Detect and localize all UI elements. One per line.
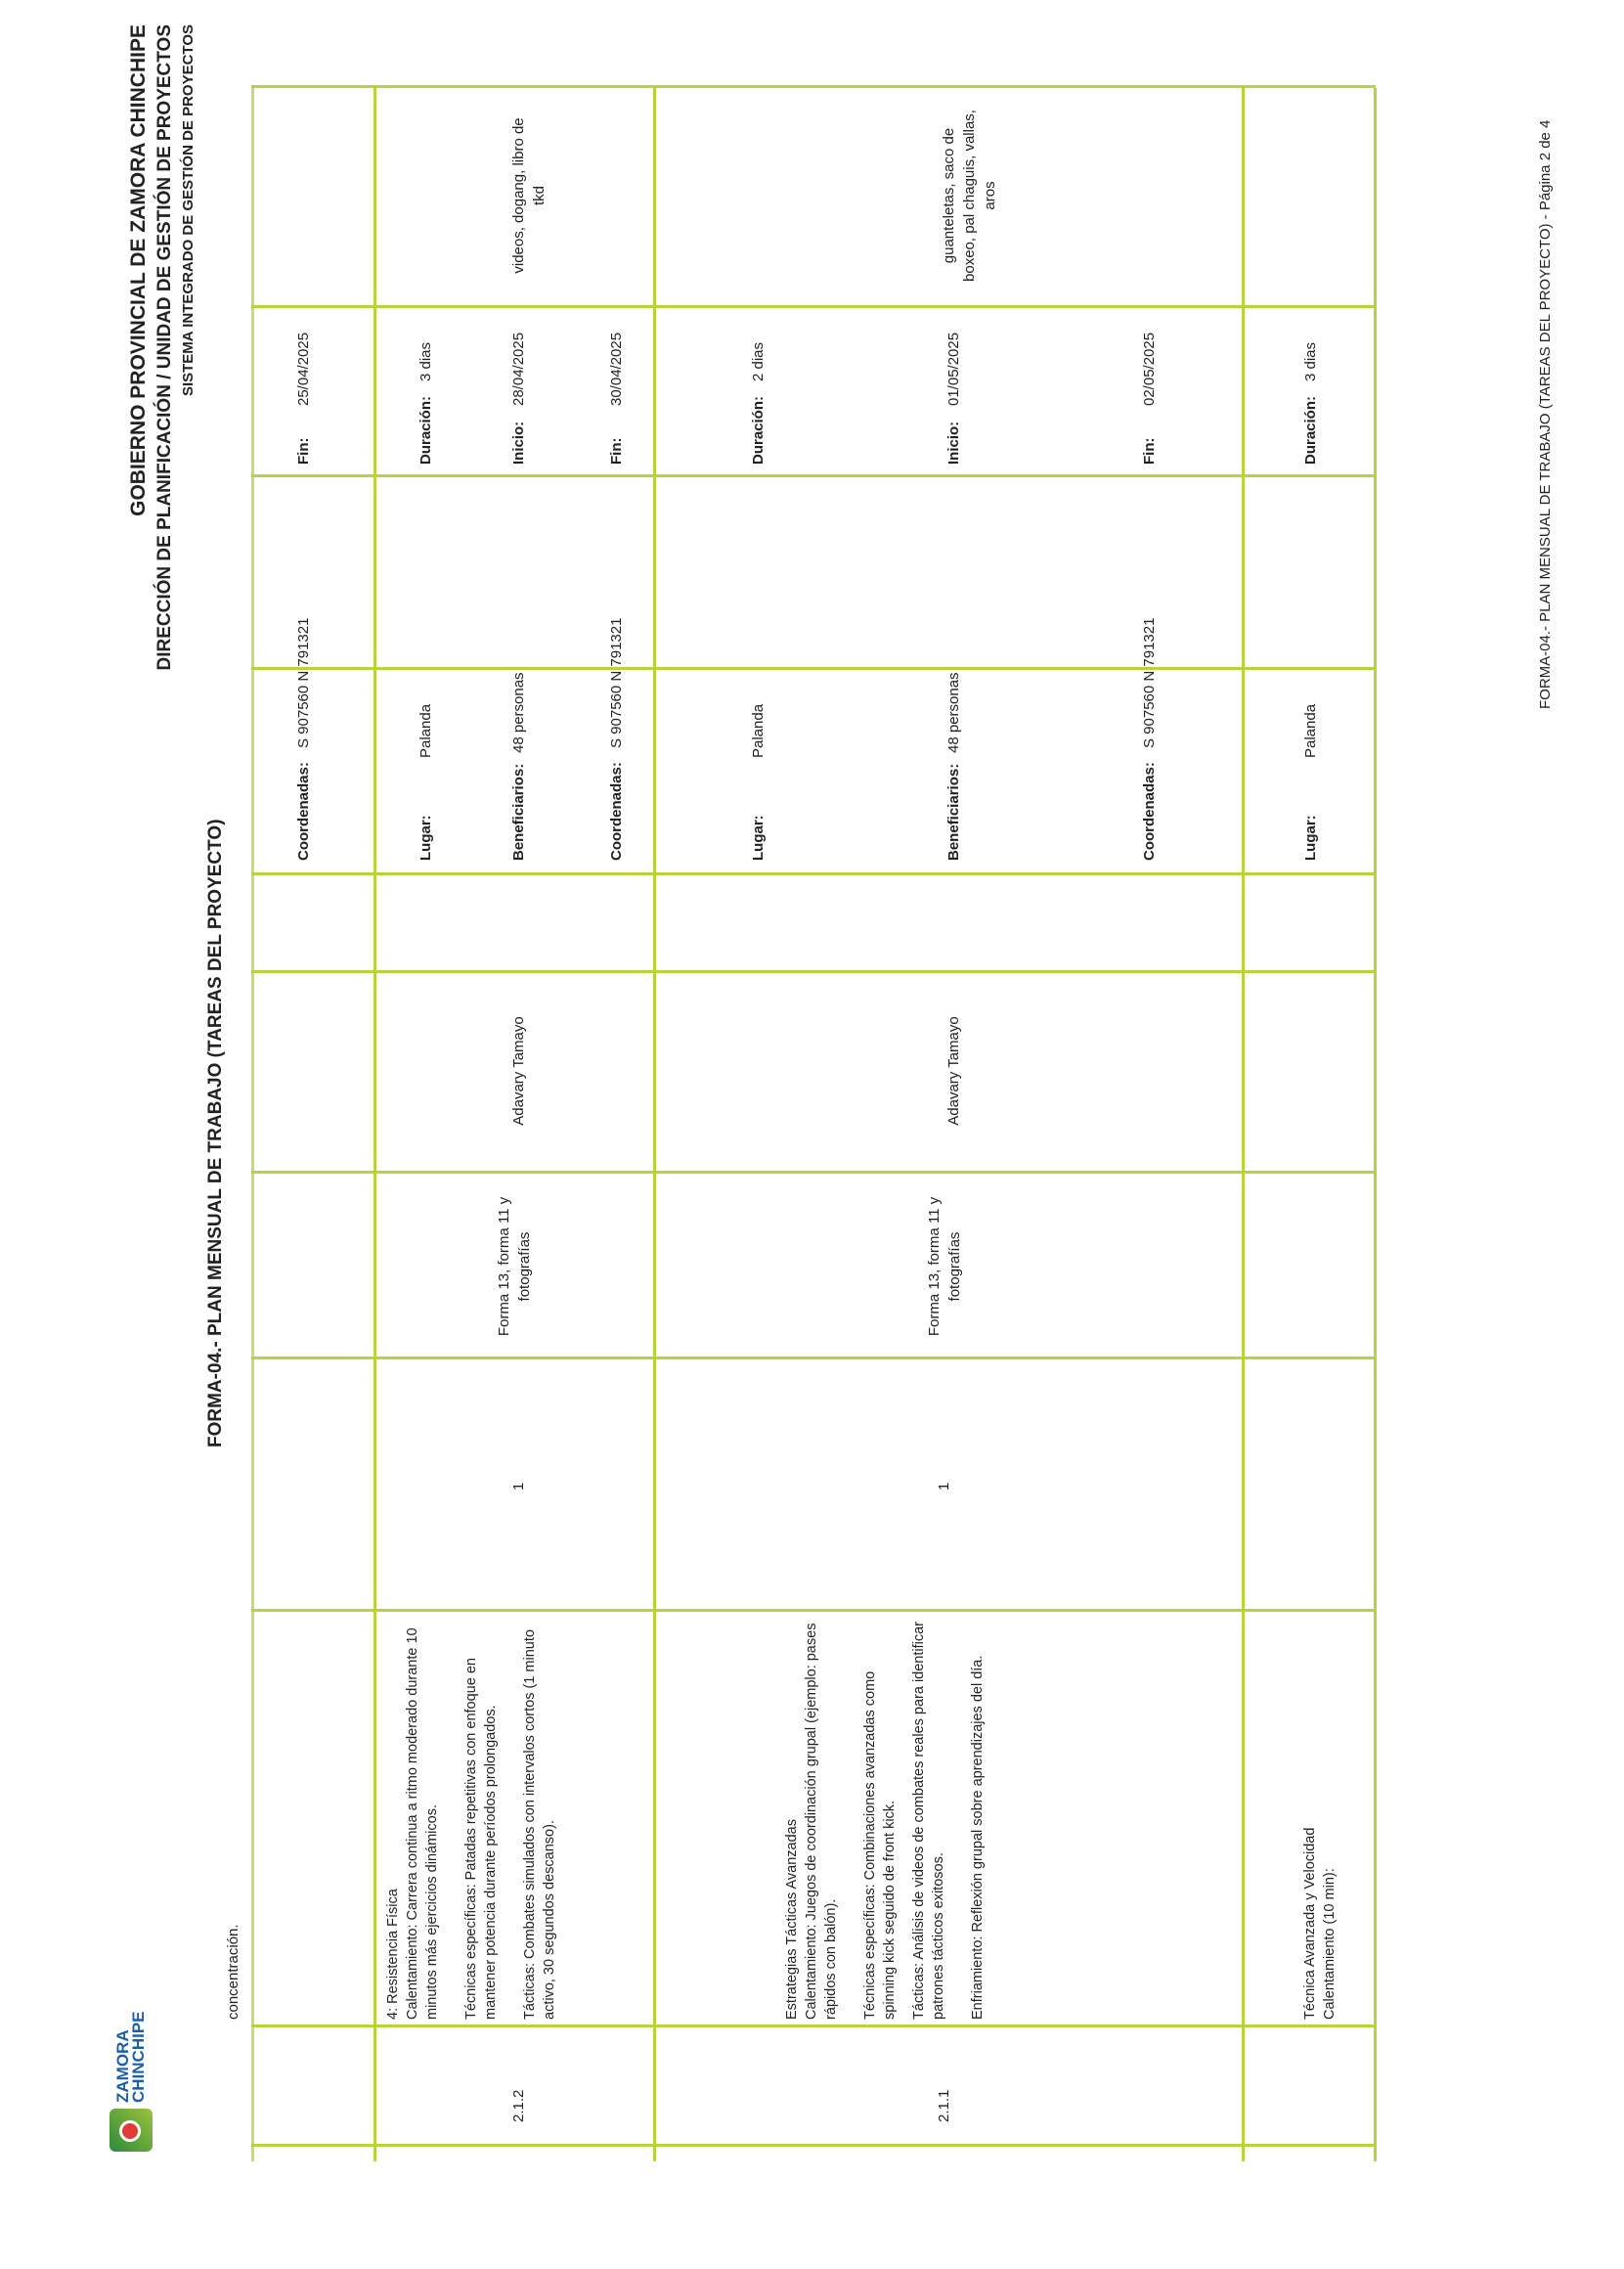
logo-line2: CHINCHIPE (129, 2011, 148, 2103)
label-duracion: Duración: (750, 395, 767, 465)
row-2-desc-line: Calentamiento: Juegos de coordinación grupal (ejemplo: pases rápidos con balón). (804, 1623, 839, 2020)
header-system: SISTEMA INTEGRADO DE GESTIÓN DE PROYECTOS (180, 24, 197, 397)
row-1-resources: videos, dogang, libro de tkd (510, 117, 548, 274)
grid-line (251, 305, 1376, 308)
row-1-beneficiarios: 48 personas (510, 672, 527, 753)
row-1-desc-line: 4: Resistencia Física (385, 1889, 401, 2020)
row-1-duracion: 3 dias (417, 341, 434, 381)
row-2-responsible: Adavary Tamayo (945, 1016, 962, 1126)
row-1-desc-line: Tácticas: Combates simulados con intervalos cortos (1 minuto activo, 30 segundos descanso). (522, 1629, 557, 2020)
form-title: FORMA-04.- PLAN MENSUAL DE TRABAJO (TAREAS DEL PROYECTO) (205, 819, 226, 1447)
row-3-lugar: Palanda (1302, 703, 1319, 758)
row-3-desc-line: Calentamiento (10 min): (1322, 1868, 1338, 2020)
label-fin: Fin: (608, 437, 625, 465)
row-2-quantity: 1 (936, 1482, 952, 1491)
label-fin: Fin: (1141, 437, 1158, 465)
grid-line (653, 88, 656, 2161)
grid-line (251, 970, 1376, 973)
row-1-fin: 30/04/2025 (608, 332, 625, 406)
row-2-lugar: Palanda (750, 703, 767, 758)
row-3-desc (1300, 1619, 1339, 2020)
grid-line (251, 2024, 1376, 2027)
label-duracion: Duración: (417, 395, 434, 465)
label-beneficiarios: Beneficiarios: (510, 763, 527, 861)
row-2-inicio: 01/05/2025 (945, 332, 962, 406)
row-2-desc-line: Técnicas específicas: Combinaciones avanzadas como spinning kick seguido de front kick. (862, 1670, 898, 2020)
header-direction: DIRECCIÓN DE PLANIFICACIÓN / UNIDAD DE GESTIÓN DE PROYECTOS (154, 24, 175, 671)
grid-line (251, 872, 1376, 875)
grid-line (251, 2144, 1376, 2147)
row-2-verification: Forma 13, forma 11 y fotografías (926, 1196, 963, 1337)
label-lugar: Lugar: (417, 815, 434, 861)
grid-line (251, 667, 1376, 670)
label-duracion: Duración: (1302, 395, 1319, 465)
logo-emblem-icon (110, 2109, 153, 2152)
page-footer: FORMA-04.- PLAN MENSUAL DE TRABAJO (TAREAS DEL PROYECTO) - Página 2 de 4 (1537, 119, 1554, 709)
row-1-verification: Forma 13, forma 11 y fotografías (496, 1196, 533, 1337)
row-2-duracion: 2 dias (750, 341, 767, 381)
row-1-desc (383, 1619, 559, 2020)
row-1-desc-line: Calentamiento: Carrera continua a ritmo moderado durante 10 minutos más ejercicios dinámicos. (405, 1627, 440, 2020)
row-2-desc-line: Tácticas: Análisis de videos de combates reales para identificar patrones tácticos exitosos. (911, 1621, 946, 2020)
row-0-fin: 25/04/2025 (295, 332, 312, 406)
row-1-lugar: Palanda (417, 703, 434, 758)
row-2-beneficiarios: 48 personas (945, 672, 962, 753)
label-fin: Fin: (295, 437, 312, 465)
label-coordenadas: Coordenadas: (295, 762, 312, 861)
row-1-responsible: Adavary Tamayo (510, 1016, 527, 1126)
row-2-desc-line: Estrategias Tácticas Avanzadas (784, 1819, 800, 2020)
row-2-coordenadas: S 907560 N 791321 (1141, 617, 1158, 748)
label-lugar: Lugar: (1302, 815, 1319, 861)
grid-line (251, 474, 1376, 477)
row-2-desc (782, 1619, 988, 2020)
row-3-desc-line: Técnica Avanzada y Velocidad (1302, 1827, 1318, 2020)
label-lugar: Lugar: (750, 815, 767, 861)
grid-line (251, 1609, 1376, 1612)
grid-line (373, 88, 376, 2161)
row-2-desc-line: Enfriamiento: Reflexión grupal sobre aprendizajes del día. (970, 1655, 986, 2020)
label-inicio: Inicio: (945, 421, 962, 465)
label-coordenadas: Coordenadas: (1141, 762, 1158, 861)
label-inicio: Inicio: (510, 421, 527, 465)
header-org: GOBIERNO PROVINCIAL DE ZAMORA CHINCHIPE (127, 24, 150, 516)
row-0-coordenadas: S 907560 N 791321 (295, 617, 312, 748)
grid-line (251, 1171, 1376, 1174)
row-2-fin: 02/05/2025 (1141, 332, 1158, 406)
label-beneficiarios: Beneficiarios: (945, 763, 962, 861)
logo (110, 2011, 153, 2152)
row-1-code: 2.1.2 (510, 2089, 527, 2122)
grid-line (251, 1357, 1376, 1359)
prev-row-fragment: concentración. (225, 1924, 241, 2020)
label-coordenadas: Coordenadas: (608, 762, 625, 861)
grid-line (1374, 88, 1377, 2161)
row-3-duracion: 3 dias (1302, 341, 1319, 381)
grid-line (251, 85, 1376, 88)
row-1-quantity: 1 (510, 1482, 527, 1491)
row-1-inicio: 28/04/2025 (510, 332, 527, 406)
row-1-desc-line: Técnicas específicas: Patadas repetitivas con enfoque en mantener potencia durante períodos prolongados. (463, 1658, 499, 2020)
grid-line (1242, 88, 1245, 2161)
grid-line (251, 88, 254, 2161)
row-1-coordenadas: S 907560 N 791321 (608, 617, 625, 748)
logo-line1: ZAMORA (113, 2029, 132, 2103)
row-2-resources: guanteletas, saco de boxeo, pal chaguis, vallas, aros (941, 110, 998, 282)
row-2-code: 2.1.1 (936, 2089, 952, 2122)
